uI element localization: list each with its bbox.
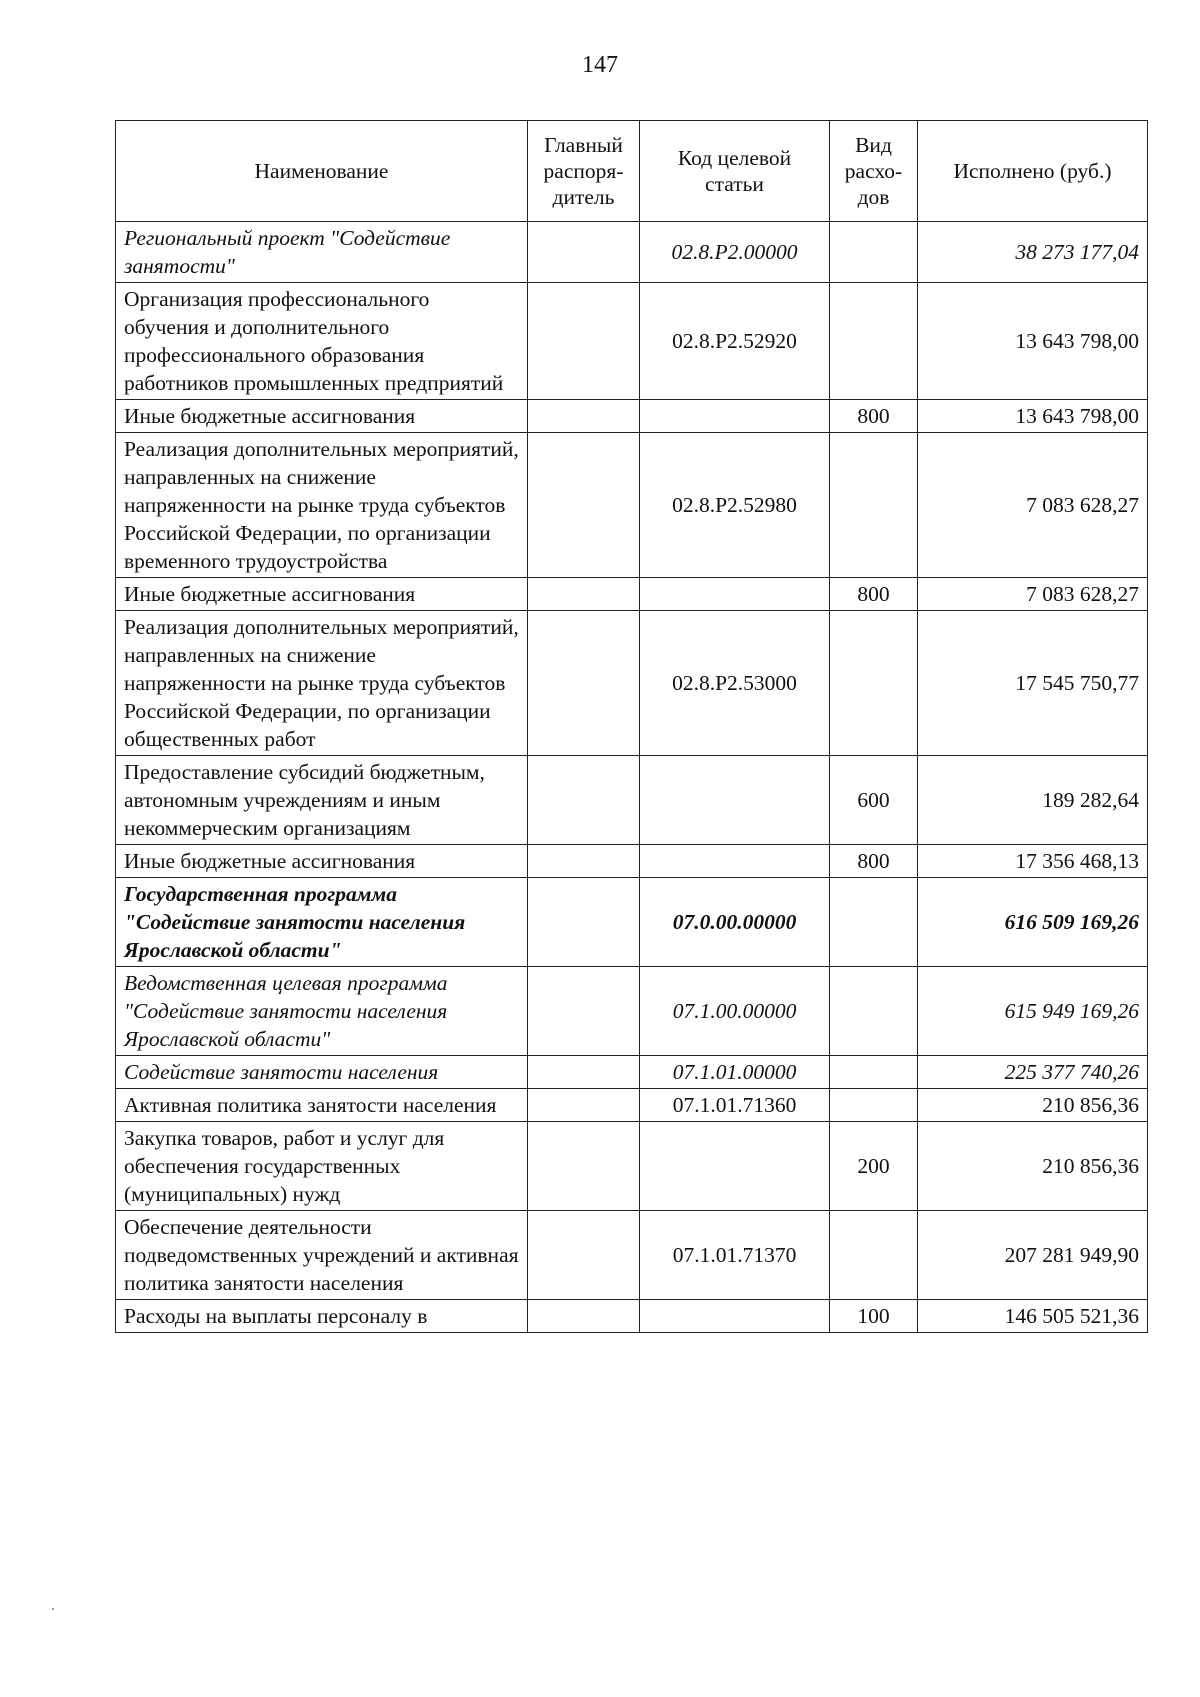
row-target-code [640, 756, 830, 845]
row-expense-kind: 200 [830, 1122, 918, 1211]
row-expense-kind [830, 222, 918, 283]
row-main-manager [528, 967, 640, 1056]
budget-table [115, 120, 1148, 1333]
row-expense-kind: 600 [830, 756, 918, 845]
row-target-code [640, 845, 830, 878]
row-main-manager [528, 845, 640, 878]
row-name: Закупка товаров, работ и услуг для обеспечения государственных (муниципальных) нужд [116, 1122, 528, 1211]
row-target-code [640, 400, 830, 433]
row-amount: 146 505 521,36 [918, 1300, 1148, 1333]
row-name: Иные бюджетные ассигнования [116, 578, 528, 611]
row-main-manager [528, 1300, 640, 1333]
row-name: Государственная программа "Содействие занятости населения Ярославской области" [116, 878, 528, 967]
table-row [116, 878, 1148, 967]
header-main-manager: Главный распоря-дитель [528, 121, 640, 222]
row-amount: 210 856,36 [918, 1089, 1148, 1122]
row-name: Предоставление субсидий бюджетным, автономным учреждениям и иным некоммерческим организациям [116, 756, 528, 845]
table-row [116, 756, 1148, 845]
table-header-row [116, 121, 1148, 222]
row-name: Расходы на выплаты персоналу в [116, 1300, 528, 1333]
row-target-code: 02.8.P2.52920 [640, 283, 830, 400]
row-target-code: 07.1.01.71370 [640, 1211, 830, 1300]
row-amount: 615 949 169,26 [918, 967, 1148, 1056]
table-row [116, 1089, 1148, 1122]
table-row [116, 578, 1148, 611]
row-main-manager [528, 756, 640, 845]
row-amount: 225 377 740,26 [918, 1056, 1148, 1089]
header-target-code: Код целевой статьи [640, 121, 830, 222]
row-main-manager [528, 283, 640, 400]
row-name: Иные бюджетные ассигнования [116, 400, 528, 433]
row-main-manager [528, 1056, 640, 1089]
row-name: Обеспечение деятельности подведомственных учреждений и активная политика занятости населения [116, 1211, 528, 1300]
row-expense-kind [830, 967, 918, 1056]
row-name: Реализация дополнительных мероприятий, направленных на снижение напряженности на рынке труда субъектов Российской Федерации, по организации общественных работ [116, 611, 528, 756]
row-name: Иные бюджетные ассигнования [116, 845, 528, 878]
row-target-code: 07.1.01.71360 [640, 1089, 830, 1122]
row-main-manager [528, 1211, 640, 1300]
row-target-code [640, 1122, 830, 1211]
row-main-manager [528, 400, 640, 433]
row-main-manager [528, 1089, 640, 1122]
row-expense-kind [830, 611, 918, 756]
row-amount: 616 509 169,26 [918, 878, 1148, 967]
row-expense-kind: 800 [830, 845, 918, 878]
row-target-code [640, 578, 830, 611]
row-amount: 13 643 798,00 [918, 283, 1148, 400]
table-row [116, 611, 1148, 756]
row-name: Региональный проект "Содействие занятости" [116, 222, 528, 283]
row-amount: 38 273 177,04 [918, 222, 1148, 283]
row-amount: 17 545 750,77 [918, 611, 1148, 756]
row-amount: 13 643 798,00 [918, 400, 1148, 433]
page-number: 147 [582, 52, 618, 78]
row-name: Активная политика занятости населения [116, 1089, 528, 1122]
row-name: Организация профессионального обучения и дополнительного профессионального образования работников промышленных предприятий [116, 283, 528, 400]
row-expense-kind [830, 283, 918, 400]
header-expense-kind: Вид расхо-дов [830, 121, 918, 222]
row-target-code: 07.1.00.00000 [640, 967, 830, 1056]
row-target-code: 02.8.P2.53000 [640, 611, 830, 756]
row-name: Ведомственная целевая программа "Содействие занятости населения Ярославской области" [116, 967, 528, 1056]
row-target-code: 02.8.P2.52980 [640, 433, 830, 578]
row-target-code: 07.1.01.00000 [640, 1056, 830, 1089]
header-executed: Исполнено (руб.) [918, 121, 1148, 222]
row-target-code [640, 1300, 830, 1333]
header-name: Наименование [116, 121, 528, 222]
row-main-manager [528, 1122, 640, 1211]
row-main-manager [528, 611, 640, 756]
row-main-manager [528, 433, 640, 578]
row-main-manager [528, 578, 640, 611]
row-expense-kind: 800 [830, 400, 918, 433]
row-name: Содействие занятости населения [116, 1056, 528, 1089]
row-amount: 210 856,36 [918, 1122, 1148, 1211]
row-expense-kind: 800 [830, 578, 918, 611]
row-expense-kind [830, 1056, 918, 1089]
row-target-code: 02.8.P2.00000 [640, 222, 830, 283]
row-expense-kind [830, 433, 918, 578]
row-main-manager [528, 878, 640, 967]
table-row [116, 1122, 1148, 1211]
row-name: Реализация дополнительных мероприятий, направленных на снижение напряженности на рынке труда субъектов Российской Федерации, по организации временного трудоустройства [116, 433, 528, 578]
row-expense-kind [830, 1211, 918, 1300]
table-row [116, 845, 1148, 878]
table-row [116, 283, 1148, 400]
row-expense-kind [830, 878, 918, 967]
row-amount: 7 083 628,27 [918, 433, 1148, 578]
row-expense-kind [830, 1089, 918, 1122]
table-row [116, 222, 1148, 283]
table-row [116, 1300, 1148, 1333]
row-expense-kind: 100 [830, 1300, 918, 1333]
table-row [116, 1211, 1148, 1300]
row-main-manager [528, 222, 640, 283]
row-amount: 189 282,64 [918, 756, 1148, 845]
table-row [116, 967, 1148, 1056]
row-amount: 7 083 628,27 [918, 578, 1148, 611]
table-row [116, 400, 1148, 433]
scan-dust-mark [52, 1608, 54, 1610]
table-row [116, 433, 1148, 578]
row-amount: 207 281 949,90 [918, 1211, 1148, 1300]
table-row [116, 1056, 1148, 1089]
row-target-code: 07.0.00.00000 [640, 878, 830, 967]
row-amount: 17 356 468,13 [918, 845, 1148, 878]
